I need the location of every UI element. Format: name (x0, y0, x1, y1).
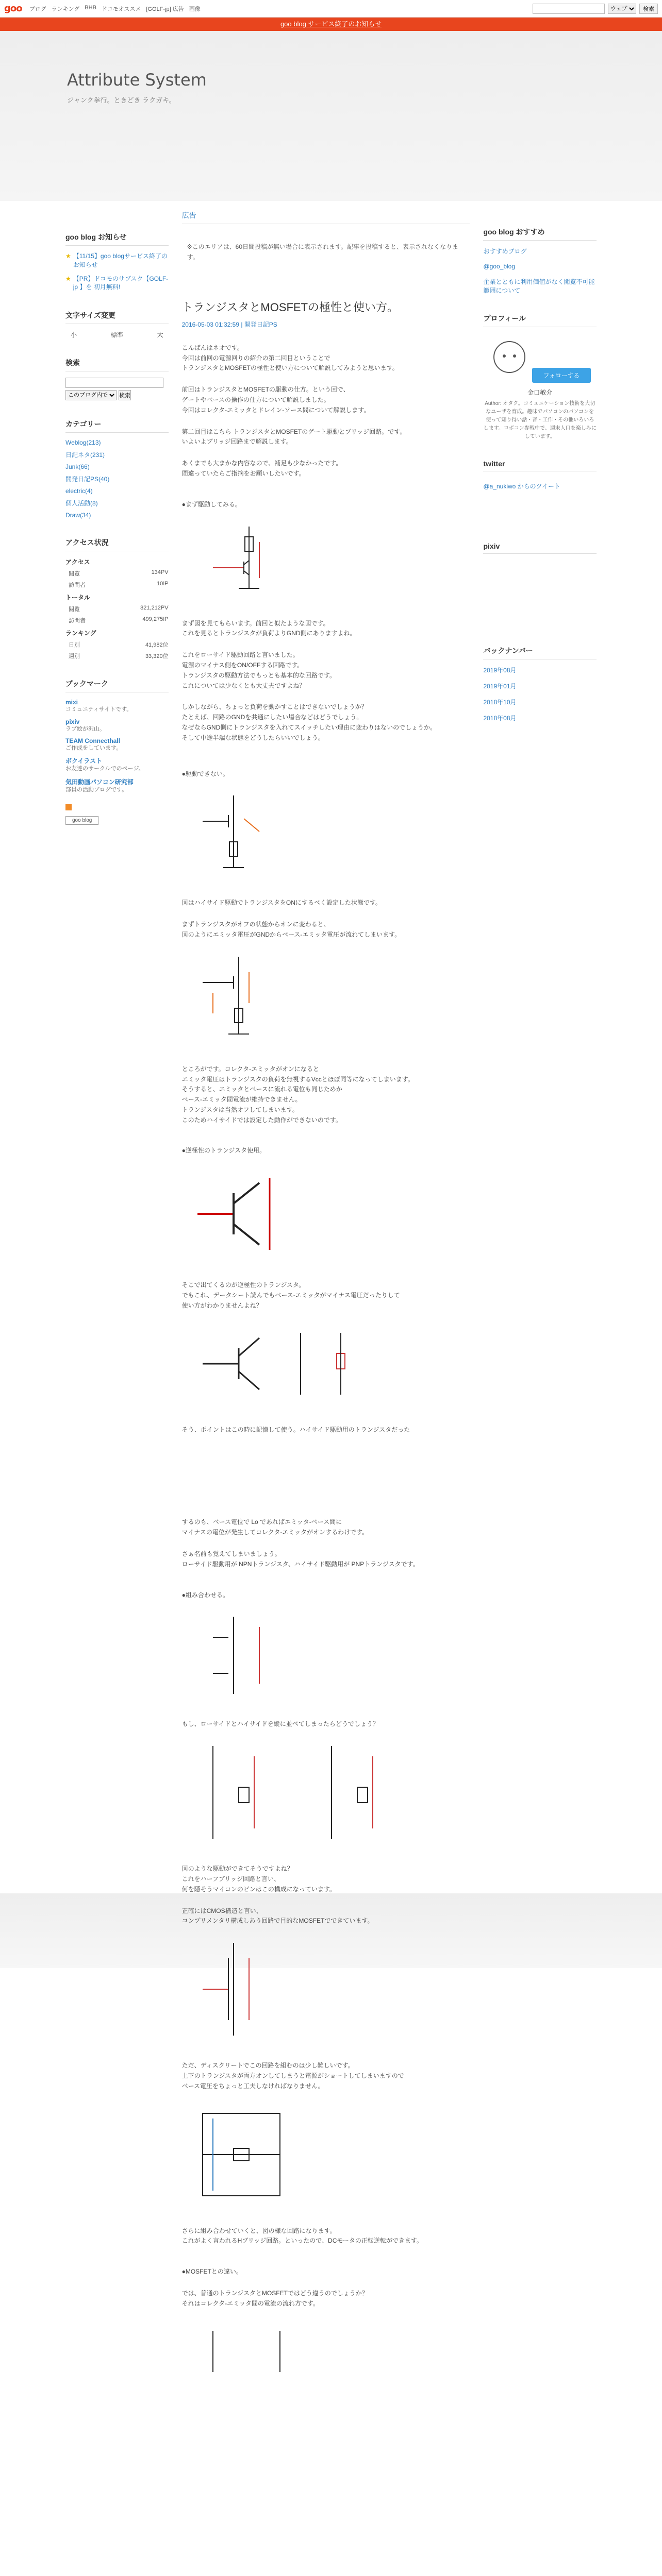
post-paragraph: 図はハイサイド駆動でトランジスタをONにするべく設定した状態です。 (181, 899, 382, 907)
category-item[interactable]: electric(4) (65, 487, 93, 495)
pnp-compare-figure (182, 1323, 470, 1406)
post-paragraph: しかしながら、ちょっと負荷を動かすことはできないでしょうか？ たとえば、回路のGNDを共通にしたい場合などはどうでしょう。 なぜならGND側にトランジスタを入れてスイッチしたい理由に変わりはないのでしょうか。 そして中途半端な状態をどうしたらいいでしょう。 (181, 703, 437, 741)
post-paragraph: ところがです。コレクタ-エミッタがオンになると エミッタ電圧はトランジスタの負荷を無視するVccとほぼ同等になってしまいます。 そうすると、エミッタとベースに流れる電位も同じためか ベース-エミッタ間電流が維持できません。 トランジスタは当然オフしてしまいます。 このためハイサイドでは設定した動作ができないのです。 (181, 1065, 414, 1124)
access-row: 週別 33,320位 (69, 653, 169, 660)
post-paragraph: まずトランジスタがオフの状態からオンに変わると、 図のようにエミッタ電圧がGNDからベース-エミッタ電圧が流れてしまいます。 (181, 921, 401, 938)
left-sidebar (65, 201, 169, 2392)
bookmark-link[interactable]: mixi (65, 699, 78, 706)
recommend-item[interactable]: @goo_blog (483, 263, 516, 270)
profile-box (483, 336, 597, 441)
top-nav-item[interactable]: 画像 (189, 6, 201, 12)
font-small[interactable]: 小 (71, 331, 77, 339)
post-paragraph: こんばんはネオです。 今回は前回の電源回りの紹介の第二回目ということで トランジスタとMOSFETの極性と使い方について解説してみようと思います。 (181, 344, 399, 372)
category-heading: カテゴリー (65, 419, 169, 433)
top-nav-item[interactable]: ブログ (29, 6, 46, 12)
service-end-notice[interactable]: goo blog サービス終了のお知らせ (0, 18, 662, 31)
bookmark-link[interactable]: pixiv (65, 718, 80, 725)
right-sidebar (483, 201, 597, 2392)
category-item[interactable]: 個人活動(8) (65, 500, 98, 507)
pixiv-widget (483, 560, 597, 627)
post-paragraph: するのも、ベース電位で Lo であればエミッタ-ベース間に マイナスの電位が発生してコレクタ-エミッタがオンするわけです。 (181, 1518, 369, 1536)
category-item[interactable]: Junk(66) (65, 463, 90, 471)
twitter-link[interactable]: @a_nukiwo からのツイート (483, 483, 560, 490)
blog-search-scope[interactable] (65, 390, 117, 400)
backnumber-item[interactable]: 2019年08月 (483, 667, 517, 674)
star-icon: ★ (65, 252, 71, 260)
inactive-notice: ※このエリアは、60日間投稿が無い場合に表示されます。記事を投稿すると、表示されなくなります。 (187, 243, 459, 261)
top-nav-item[interactable]: ドコモオススメ (101, 6, 141, 12)
pixiv-heading: pixiv (483, 542, 597, 554)
section-heading: ●まず駆動してみる。 (181, 500, 241, 508)
font-size-options (65, 330, 169, 339)
circuit-figure-emitter (182, 952, 470, 1046)
recommend-heading: goo blog おすすめ (483, 227, 597, 241)
access-row: 日別 41,982位 (69, 642, 169, 649)
font-large[interactable]: 大 (157, 331, 163, 339)
access-row: 閲覧 821,212PV (69, 605, 169, 613)
bookmark-link[interactable]: ボクイラスト (65, 757, 103, 765)
bookmark-desc: ラブ絵が沢山。 (65, 725, 105, 732)
profile-text: Author: オタク。コミュニケーション技術を大切なユーザを育成。趣味でパソコンのパソコンを使って知り得い話・音・工作・その他いろいろします。ロボコン参戦中で、週末人口を楽しみにしています。 (483, 401, 597, 439)
access-heading: アクセス状況 (65, 537, 169, 551)
post-paragraph: 第二回目はこちら トランジスタとMOSFETのゲート駆動とブリッジ回路。です。 いよいよブリッジ回路まで解説します。 (181, 428, 406, 446)
bookmark-desc: 部員の活動ブログです。 (65, 786, 128, 793)
access-sub: ランキング (65, 630, 96, 637)
halfbridge-figure (182, 1741, 470, 1845)
rss-icon[interactable] (65, 804, 169, 812)
pnp-figure (182, 1167, 470, 1262)
news-heading: goo blog お知らせ (65, 232, 169, 246)
backnumber-item[interactable]: 2018年10月 (483, 699, 517, 706)
category-item[interactable]: Weblog(213) (65, 439, 101, 447)
post-date[interactable]: 2016-05-03 01:32:59 | 開発日記PS (181, 320, 277, 328)
backnumber-item[interactable]: 2018年08月 (483, 715, 517, 722)
recommend-item[interactable]: 企業とともに利用価値がなく閲覧不可能範囲について (483, 278, 595, 294)
post-paragraph: 図のような駆動ができてそうですよね？ これをハーフブリッジ回路と言い、 何を隠そうマイコンのピンはこの構成になっています。 (181, 1865, 336, 1893)
post-paragraph: 前回はトランジスタとMOSFETの駆動の仕方。という回で、 ゲートやベースの操作の仕方について解説しました。 今回はコレクタ-エミッタとドレイン-ソース間について解説します。 (181, 386, 370, 414)
access-row: 訪問者 10IP (69, 581, 169, 589)
font-size-heading: 文字サイズ変更 (65, 310, 169, 324)
category-item[interactable]: Draw(34) (65, 512, 91, 519)
post-title[interactable]: トランジスタとMOSFETの極性と使い方。 (181, 300, 399, 314)
post-paragraph: ただ、ディスクリートでこの回路を組むのは少し難しいです。 上下のトランジスタが両方オンしてしまうと電源がショートしてしまいますので ベース電圧をちょっと工夫しなければなりません。 (181, 2062, 404, 2090)
blog-search-button[interactable]: 検索 (119, 390, 131, 400)
access-sub: アクセス (65, 558, 90, 566)
category-item[interactable]: 開発日記PS(40) (65, 476, 110, 483)
star-icon: ★ (65, 275, 71, 282)
stacked-figure (182, 1612, 470, 1701)
category-item[interactable]: 日記ネタ(231) (65, 451, 105, 459)
bookmark-link[interactable]: 気田動画パソコン研究部 (65, 778, 134, 786)
post-paragraph: さぁ名前も覚えてしまいましょう。 ローサイド駆動用が NPNトランジスタ、ハイサイド駆動用が PNPトランジスタです。 (181, 1550, 419, 1568)
post-paragraph: あくまでも大まかな内容なので、補足も少なかったです。 間違っていたらご指摘をお願いしたいです。 (181, 460, 342, 477)
circuit-figure-lowside (182, 521, 470, 600)
bookmark-desc: ご作成をしています。 (65, 744, 122, 751)
post-paragraph: まず図を見てもらいます。前回と似たような図です。 これを見るとトランジスタが負荷よりGND側にありますよね。 (181, 619, 356, 637)
post-paragraph: では、普通のトランジスタとMOSFETではどう違うのでしょうか？ それはコレクタ-エミッタ間の電流の流れ方です。 (181, 2290, 368, 2307)
access-row: 閲覧 134PV (69, 569, 169, 578)
main-content (182, 201, 470, 2392)
goo-blog-badge[interactable]: goo blog (65, 816, 98, 825)
post-paragraph: そこで出てくるのが逆極性のトランジスタ。 でもこれ、データシート読んでもベース-エミッタがマイナス電圧だったりして 使い方がわかりませんよね？ (181, 1281, 400, 1309)
circuit-figure-highside (182, 790, 470, 879)
site-title[interactable]: Attribute System (67, 70, 207, 90)
top-search-button[interactable]: 検索 (639, 4, 658, 14)
font-normal[interactable]: 標準 (110, 331, 123, 339)
top-nav-item[interactable]: ランキング (51, 6, 80, 12)
content-wrap (65, 201, 597, 2392)
section-heading: ●逆極性のトランジスタ使用。 (181, 1147, 266, 1155)
twitter-heading: twitter (483, 460, 597, 471)
top-nav (29, 5, 201, 13)
recommend-item[interactable]: おすすめブログ (483, 248, 527, 255)
backnumber-heading: バックナンバー (483, 646, 597, 659)
blog-search-heading: 検索 (65, 358, 169, 371)
section-heading: ●MOSFETとの違い。 (181, 2268, 242, 2276)
top-bar (0, 0, 662, 18)
site-header (0, 31, 662, 201)
top-nav-item[interactable]: BHB (85, 4, 96, 11)
news-item[interactable]: ★ 【PR】ドコモのサブスク【GOLF-jp 】を 初月無料! (65, 275, 169, 291)
access-row: 訪問者 499,275IP (69, 616, 169, 624)
top-search-input[interactable] (533, 4, 605, 14)
access-sub: トータル (65, 594, 91, 602)
hbridge-figure (182, 2103, 470, 2208)
blog-search-input[interactable] (65, 378, 163, 388)
ad-heading: 広告 (182, 210, 470, 224)
post-paragraph: さらに組み合わせていくと、図の様な回路になります。 これがよく言われるHブリッジ回路。といったので、DCモータの正転逆転ができます。 (181, 2227, 423, 2245)
news-item[interactable]: ★ 【11/15】goo blogサービス終了のお知らせ (65, 252, 168, 268)
section-heading: ●駆動できない。 (181, 770, 229, 777)
site-subtitle: ジャンク拳行。ときどき ラクガキ。 (67, 96, 176, 104)
mosfet-figure (182, 2320, 470, 2374)
top-nav-item[interactable]: [GOLF-jp] 広告 (146, 6, 184, 12)
top-search-scope[interactable] (608, 4, 636, 14)
profile-heading: プロフィール (483, 313, 597, 327)
post-paragraph: そう、ポイントはこの時に記憶して使う。ハイサイド駆動用のトランジスタだった (181, 1426, 410, 1433)
follow-button[interactable]: フォローする (532, 368, 591, 383)
post-paragraph: これをローサイド駆動回路と言いました。 電源のマイナス側をON/OFFする回路です。 トランジスタの駆動方法でもっとも基本的な回路です。 これについては少なくとも大丈夫ですよね？ (181, 651, 336, 689)
section-heading: ●組み合わせる。 (181, 1591, 229, 1599)
backnumber-item[interactable]: 2019年01月 (483, 683, 517, 690)
bookmark-desc: お友達のサークルでのページ。 (65, 766, 144, 772)
top-search (533, 4, 658, 14)
bookmark-heading: ブックマーク (65, 679, 169, 692)
bookmark-desc: コミュニティサイトです。 (65, 706, 133, 713)
goo-logo[interactable]: goo (4, 3, 22, 14)
post-paragraph: 正確にはCMOS構造と言い、 コンプリメンタリ構成しあう回路で目的なMOSFETでできています。 (181, 1907, 374, 1925)
bookmark-link[interactable]: TEAM Connecthall (65, 737, 121, 744)
avatar (489, 336, 530, 378)
cmos-figure (182, 1938, 470, 2042)
post-paragraph: もし、ローサイドとハイサイドを縦に並べてしまったらどうでしょう？ (181, 1720, 379, 1728)
profile-name: 金口敏介 (527, 389, 553, 396)
